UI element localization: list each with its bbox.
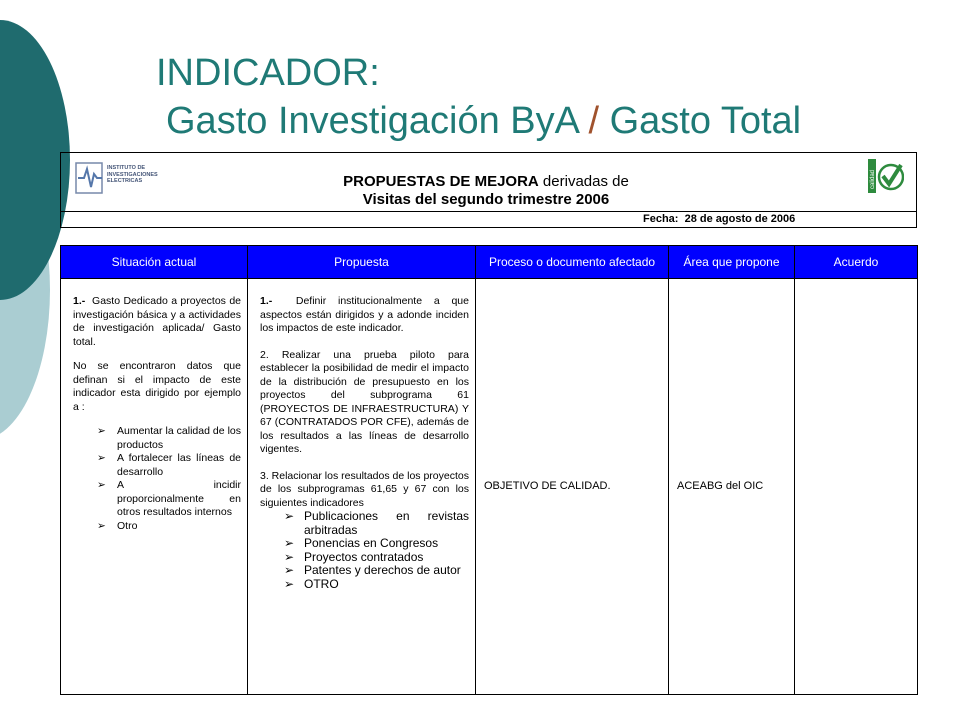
list-item: ➢ A incidir proporcionalmente en otros resultados internos [97,479,241,518]
list-item: ➢ Publicaciones en revistas arbitradas [284,509,469,537]
list-item: ➢ Otro [97,519,138,532]
slide-title-label: INDICADOR: [156,52,380,94]
list-item: ➢ Aumentar la calidad de los productos [97,425,241,451]
title-denominator: Gasto Total [609,100,802,142]
situacion-list [73,425,241,533]
arrow-bullet-icon: ➢ [284,576,295,591]
arrow-bullet-icon: ➢ [97,479,106,491]
table-header-row [61,246,918,279]
title-separator: / [588,100,600,142]
heading-bold: PROPUESTAS DE MEJORA [343,173,539,190]
cell-proceso: OBJETIVO DE CALIDAD. [476,279,669,695]
propuesta-list [260,510,469,591]
institute-logo [75,161,165,197]
header-divider [61,211,916,212]
document-heading [201,173,771,209]
cell-propuesta: 1.- Definir institucionalmente a que aspectos están dirigidos y a adonde inciden los impactos de este indicador. 2. Realizar una prueba piloto para establecer la posibilidad de medir el impacto de la distribución de presupuesto en los proyectos del subprograma 61 (PROYECTOS DE INFRAESTRUCTURA) Y 67 (CONTRATADOS POR CFE), además de los resultados a las líneas de desarrollo vigentes. 3. Relacionar los resultados de los proyectos de los subprogramas 61,65 y 67 con los siguientes indicadores ➢ Publicaciones en revistas arbitradas ➢ Ponencias en Congresos ➢ Proyectos contratados ➢ Patentes y derechos de autor ➢ OTRO [248,279,476,695]
document-date: Fecha: 28 de agosto de 2006 [643,213,796,225]
cell-acuerdo [795,279,918,695]
institute-logo-icon [75,161,105,195]
document-header [60,152,917,228]
list-item: ➢ Proyectos contratados [284,549,424,564]
arrow-bullet-icon: ➢ [284,549,295,564]
column-header: Proceso o documento afectado [476,246,669,279]
quality-badge [868,157,904,197]
column-header: Situación actual [61,246,248,279]
column-header: Área que propone [669,246,795,279]
quality-check-icon [868,157,904,197]
list-item: ➢ A fortalecer las líneas de desarrollo [97,452,241,478]
arrow-bullet-icon: ➢ [97,519,106,532]
arrow-bullet-icon: ➢ [284,563,295,577]
arrow-bullet-icon: ➢ [284,509,295,523]
arrow-bullet-icon: ➢ [284,536,295,550]
logo-text: INSTITUTO DE INVESTIGACIONES ELECTRICAS [107,165,158,184]
table-row [61,279,918,695]
column-header: Acuerdo [795,246,918,279]
arrow-bullet-icon: ➢ [97,452,106,464]
badge-text: calidad [870,169,876,189]
title-numerator: Gasto Investigación ByA [166,100,578,142]
slide-title-formula [166,100,801,143]
list-item: ➢ Ponencias en Congresos [284,536,439,550]
arrow-bullet-icon: ➢ [97,425,106,437]
heading-rest: derivadas de [538,173,629,190]
heading-line2: Visitas del segundo trimestre 2006 [362,191,610,208]
cell-situacion-actual: 1.- Gasto Dedicado a proyectos de investigación básica y a actividades de investigación aplicada/ Gasto total. No se encontraron datos que definan si el impacto de este indicador esta dirigido por ejemplo a : ➢ Aumentar la calidad de los productos ➢ A fortalecer las líneas de desarrollo ➢ A incidir proporcionalmente en otros resultados internos ➢ Otro [61,279,248,695]
cell-area: ACEABG del OIC [669,279,795,695]
proposals-table [60,245,918,695]
column-header: Propuesta [248,246,476,279]
list-item: ➢ Patentes y derechos de autor [284,563,461,577]
list-item: ➢ OTRO [284,576,339,591]
